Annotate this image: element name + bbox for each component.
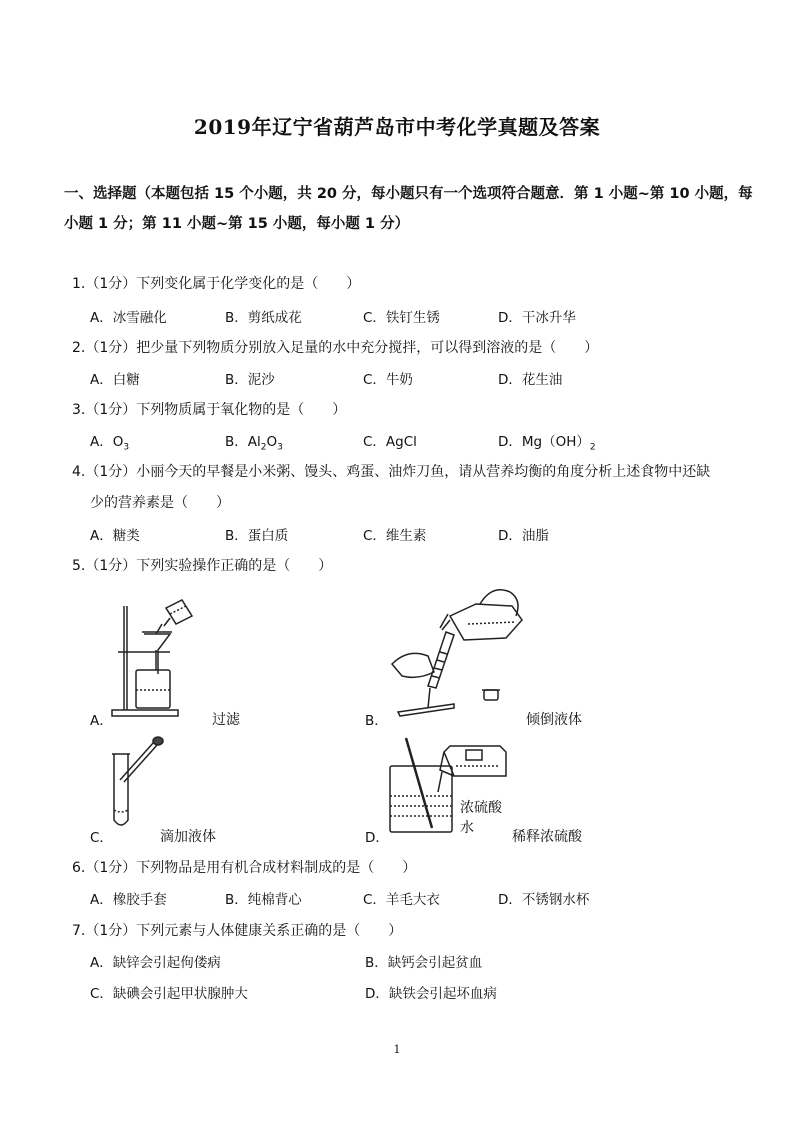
question-2-option-b: B．泥沙 [225, 372, 275, 388]
question-4-option-a: A．糖类 [90, 528, 140, 544]
question-7-stem: 7.（1分）下列元素与人体健康关系正确的是（ ） [72, 923, 403, 939]
question-5-caption-c: 滴加液体 [160, 829, 216, 845]
question-2-option-a: A．白糖 [90, 372, 140, 388]
question-5-option-c: C． [90, 830, 113, 846]
question-1-option-a: A．冰雪融化 [90, 310, 167, 326]
question-6-stem: 6.（1分）下列物品是用有机合成材料制成的是（ ） [72, 860, 417, 876]
question-4-stem-continued: 少的营养素是（ ） [90, 495, 230, 511]
pouring-liquid-figure [388, 576, 528, 720]
question-7-option-c: C．缺碘会引起甲状腺肿大 [90, 986, 248, 1002]
question-6-option-a: A．橡胶手套 [90, 892, 167, 908]
question-1-option-b: B．剪纸成花 [225, 310, 302, 326]
question-4-option-c: C．维生素 [363, 528, 427, 544]
question-2-option-d: D．花生油 [498, 372, 563, 388]
question-7-option-a: A．缺锌会引起佝偻病 [90, 955, 221, 971]
question-3-stem: 3.（1分）下列物质属于氧化物的是（ ） [72, 402, 347, 418]
question-1-option-d: D．干冰升华 [498, 310, 576, 326]
page-number: 1 [393, 1043, 401, 1056]
question-4-option-d: D．油脂 [498, 528, 549, 544]
question-6-option-d: D．不锈钢水杯 [498, 892, 590, 908]
question-5-caption-d: 稀释浓硫酸 [512, 829, 582, 845]
section-heading-line2: 小题 1 分；第 11 小题~第 15 小题，每小题 1 分） [64, 216, 410, 232]
question-1-option-c: C．铁钉生锈 [363, 310, 440, 326]
question-3-option-a: A．$O_3$ [90, 434, 130, 453]
question-2-option-c: C．牛奶 [363, 372, 413, 388]
dropping-liquid-figure [108, 734, 168, 834]
question-5-option-a: A． [90, 713, 113, 729]
question-5-caption-a: 过滤 [212, 712, 240, 728]
question-7-option-d: D．缺铁会引起坏血病 [365, 986, 497, 1002]
filtration-figure [108, 596, 218, 724]
question-4-stem: 4.（1分）小丽今天的早餐是小米粥、馒头、鸡蛋、油炸刀鱼，请从营养均衡的角度分析上述食物中还缺 [72, 464, 711, 480]
question-6-option-c: C．羊毛大衣 [363, 892, 440, 908]
water-label: 水 [460, 820, 474, 836]
page-title: 2019年辽宁省葫芦岛市中考化学真题及答案 [193, 115, 601, 139]
section-heading-line1: 一、选择题（本题包括 15 个小题，共 20 分，每小题只有一个选项符合题意．第 1 小题~第 10 小题，每 [64, 186, 753, 202]
diluting-acid-figure [384, 736, 514, 836]
question-7-option-b: B．缺钙会引起贫血 [365, 955, 483, 971]
question-5-stem: 5.（1分）下列实验操作正确的是（ ） [72, 558, 333, 574]
question-5-option-b: B． [365, 713, 388, 729]
question-4-option-b: B．蛋白质 [225, 528, 289, 544]
question-3-option-b: B．$Al_2O_3$ [225, 434, 283, 453]
question-3-option-c: C．AgCl [363, 434, 417, 450]
question-2-stem: 2.（1分）把少量下列物质分别放入足量的水中充分搅拌，可以得到溶液的是（ ） [72, 340, 599, 356]
question-1-stem: 1.（1分）下列变化属于化学变化的是（ ） [72, 276, 361, 292]
question-5-option-d: D． [365, 830, 389, 846]
acid-label: 浓硫酸 [460, 800, 502, 816]
question-3-option-d: D．$Mg(OH)_2$ [498, 434, 596, 453]
question-6-option-b: B．纯棉背心 [225, 892, 302, 908]
question-5-caption-b: 倾倒液体 [526, 712, 582, 728]
